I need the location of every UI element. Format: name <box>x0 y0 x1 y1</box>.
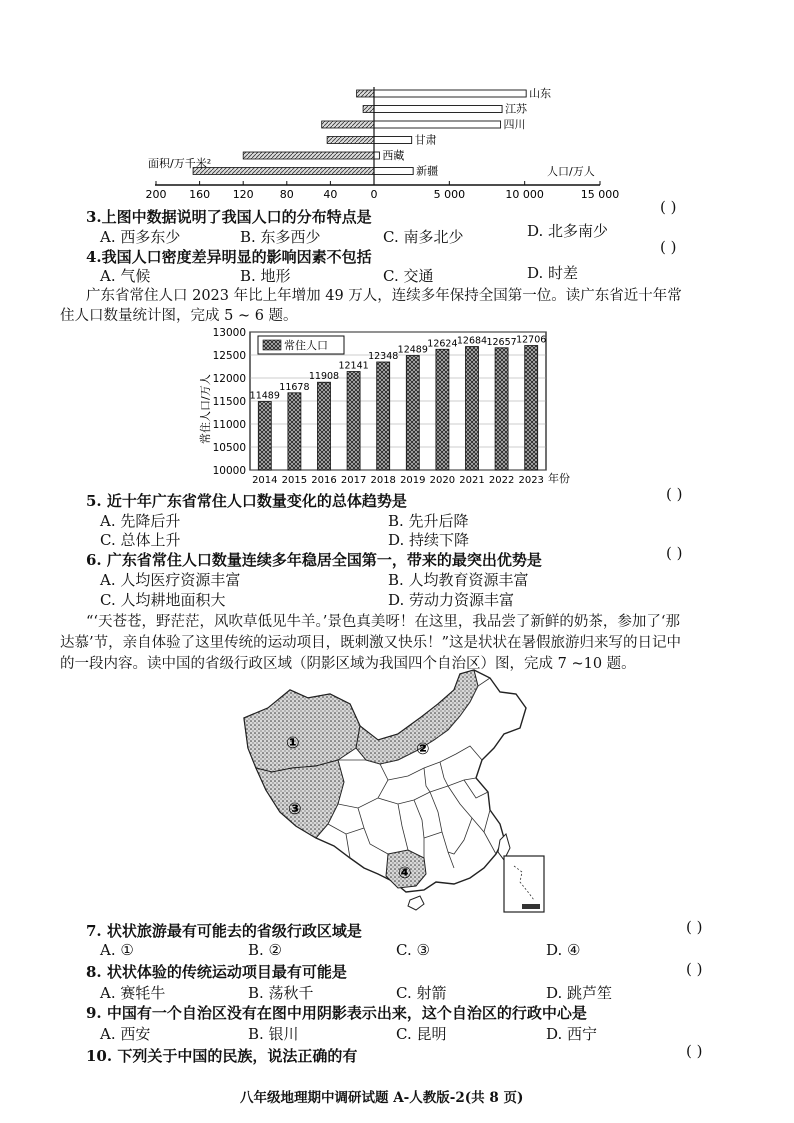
chart1-category-label: 新疆 <box>416 164 439 178</box>
chart2-value-label: 12348 <box>368 350 399 362</box>
chart1-population-bar <box>374 137 412 144</box>
q9-option-a[interactable]: A. 西安 <box>100 1025 151 1043</box>
chart1-area-bar <box>193 168 374 175</box>
chart2-bar <box>347 372 360 470</box>
intro-7-10-line1: “‘天苍苍，野茫茫，风吹草低见牛羊。’景色真美呀！在这里，我品尝了新鲜的奶茶，参加了‘那 <box>86 614 680 630</box>
area-population-chart <box>140 82 620 208</box>
q5-option-b[interactable]: B. 先升后降 <box>388 512 469 530</box>
q4-option-c[interactable]: C. 交通 <box>383 267 434 285</box>
chart2-y-label: 常住人口/万人 <box>199 374 212 444</box>
chart1-right-tick-label: 15 000 <box>580 188 620 201</box>
south-china-sea-inset <box>504 856 544 912</box>
chart2-value-label: 12684 <box>456 335 488 347</box>
q8-option-a[interactable]: A. 赛牦牛 <box>100 984 166 1002</box>
question-6: 6. 广东省常住人口数量连续多年稳居全国第一，带来的最突出优势是 <box>86 551 542 569</box>
q7-option-d[interactable]: D. ④ <box>546 941 581 959</box>
chart1-left-tick-label: 0 <box>370 188 378 201</box>
chart1-left-tick-label: 80 <box>279 188 294 201</box>
answer-paren-5[interactable]: ( ) <box>666 485 683 503</box>
chart2-x-tick-label: 2023 <box>518 475 544 486</box>
map-label-4: ④ <box>398 863 412 882</box>
chart2-x-tick-label: 2021 <box>459 475 485 486</box>
chart2-x-tick-label: 2019 <box>400 475 426 486</box>
chart1-category-label: 四川 <box>503 118 526 131</box>
chart2-y-tick-label: 11500 <box>212 396 246 408</box>
chart2-value-label: 11678 <box>279 381 310 393</box>
q4-option-a[interactable]: A. 气候 <box>100 267 151 285</box>
q5-option-c[interactable]: C. 总体上升 <box>100 531 181 549</box>
q8-option-b[interactable]: B. 荡秋千 <box>248 984 314 1002</box>
chart2-x-tick-label: 2022 <box>488 475 515 486</box>
chart2-bar <box>525 346 538 470</box>
q6-option-b[interactable]: B. 人均教育资源丰富 <box>388 571 529 589</box>
intro-5-6-line1: 广东省常住人口 2023 年比上年增加 49 万人，连续多年保持全国第一位。读广东省近十年常 <box>86 288 682 304</box>
chart1-category-label: 西藏 <box>382 149 405 162</box>
chart1-left-axis-label: 面积/万千米² <box>148 157 212 170</box>
chart2-bar <box>288 393 301 470</box>
chart2-y-tick-label: 12500 <box>212 350 246 362</box>
answer-paren-6[interactable]: ( ) <box>666 544 683 562</box>
chart2-value-label: 11908 <box>308 371 340 383</box>
chart1-right-tick-label: 5 000 <box>433 188 466 201</box>
chart2-value-label: 12489 <box>397 344 428 356</box>
chart2-bar <box>258 402 271 470</box>
chart2-bar <box>318 382 331 470</box>
chart2-x-tick-label: 2014 <box>252 475 278 486</box>
china-province-map <box>238 668 548 918</box>
q3-option-c[interactable]: C. 南多北少 <box>383 228 464 246</box>
chart2-y-tick-label: 10000 <box>212 465 246 477</box>
chart2-bar <box>377 362 390 470</box>
chart1-left-tick-label: 160 <box>189 188 211 201</box>
chart1-population-bar <box>374 90 526 97</box>
chart1-left-tick-label: 40 <box>323 188 338 201</box>
q5-option-d[interactable]: D. 持续下降 <box>388 531 470 549</box>
chart2-x-tick-label: 2018 <box>370 475 396 486</box>
chart1-area-bar <box>322 121 374 128</box>
map-label-2: ② <box>416 739 430 758</box>
question-4: 4.我国人口密度差异明显的影响因素不包括 <box>86 248 372 266</box>
chart1-population-bar <box>374 152 379 159</box>
intro-5-6-line2: 住人口数量统计图，完成 5 ~ 6 题。 <box>60 308 298 324</box>
chart2-y-tick-label: 11000 <box>212 419 246 431</box>
chart2-legend-label: 常住人口 <box>284 339 328 352</box>
answer-paren-4[interactable]: ( ) <box>660 238 677 256</box>
chart1-right-axis-label: 人口/万人 <box>547 165 595 178</box>
map-label-3: ③ <box>288 799 302 818</box>
q5-option-a[interactable]: A. 先降后升 <box>100 512 181 530</box>
answer-paren-8[interactable]: ( ) <box>686 960 703 978</box>
answer-paren-3[interactable]: ( ) <box>660 198 677 216</box>
guangdong-population-chart <box>196 322 586 487</box>
q8-option-c[interactable]: C. 射箭 <box>396 984 447 1002</box>
intro-7-10-line3: 的一段内容。读中国的省级行政区域（阴影区域为我国四个自治区）图，完成 7 ~10 题。 <box>60 656 636 672</box>
q8-option-d[interactable]: D. 跳芦笙 <box>546 984 613 1002</box>
chart1-population-bar <box>374 121 501 128</box>
chart2-x-label: 年份 <box>548 472 570 485</box>
chart2-value-label: 12706 <box>516 334 547 346</box>
q3-option-a[interactable]: A. 西多东少 <box>100 228 181 246</box>
chart1-category-label: 甘肃 <box>414 133 437 147</box>
q9-option-b[interactable]: B. 银川 <box>248 1025 299 1043</box>
map-label-1: ① <box>286 733 300 752</box>
q4-option-d[interactable]: D. 时差 <box>527 264 579 282</box>
hainan-island <box>408 896 424 910</box>
chart2-legend-swatch <box>263 340 281 350</box>
q3-option-d[interactable]: D. 北多南少 <box>527 222 609 240</box>
chart2-bar <box>406 356 419 470</box>
q6-option-a[interactable]: A. 人均医疗资源丰富 <box>100 571 241 589</box>
question-5: 5. 近十年广东省常住人口数量变化的总体趋势是 <box>86 492 407 510</box>
chart1-left-tick-label: 200 <box>145 188 167 201</box>
intro-7-10-line2: 达慕’节，亲自体验了这里传统的运动项目，既刺激又快乐！”这是状状在暑假旅游归来写的日记中 <box>60 635 682 651</box>
q7-option-b[interactable]: B. ② <box>248 941 283 959</box>
chart2-bar <box>436 349 449 470</box>
question-9: 9. 中国有一个自治区没有在图中用阴影表示出来，这个自治区的行政中心是 <box>86 1004 587 1022</box>
q6-option-d[interactable]: D. 劳动力资源丰富 <box>388 591 515 609</box>
chart2-y-tick-label: 10500 <box>212 442 246 454</box>
chart2-x-tick-label: 2017 <box>340 475 367 486</box>
chart2-bar <box>495 348 508 470</box>
question-7: 7. 状状旅游最有可能去的省级行政区域是 <box>86 922 362 940</box>
chart2-x-tick-label: 2015 <box>281 475 308 486</box>
chart1-population-bar <box>374 168 413 175</box>
q4-option-b[interactable]: B. 地形 <box>240 267 291 285</box>
page-footer: 八年级地理期中调研试题 A-人教版-2(共 8 页) <box>240 1090 524 1106</box>
q9-option-c[interactable]: C. 昆明 <box>396 1025 447 1043</box>
chart1-right-tick-label: 10 000 <box>505 188 544 201</box>
chart2-x-tick-label: 2016 <box>311 475 337 486</box>
chart1-population-bar <box>374 106 502 113</box>
question-3: 3.上图中数据说明了我国人口的分布特点是 <box>86 208 372 226</box>
answer-paren-7[interactable]: ( ) <box>686 918 703 936</box>
q3-option-b[interactable]: B. 东多西少 <box>240 228 321 246</box>
q9-option-d[interactable]: D. 西宁 <box>546 1025 598 1043</box>
question-10: 10. 下列关于中国的民族，说法正确的有 <box>86 1047 358 1065</box>
q7-option-c[interactable]: C. ③ <box>396 941 430 959</box>
question-8: 8. 状状体验的传统运动项目最有可能是 <box>86 963 347 981</box>
chart2-value-label: 12657 <box>486 336 517 348</box>
chart1-category-label: 江苏 <box>505 102 528 116</box>
answer-paren-10[interactable]: ( ) <box>686 1042 703 1060</box>
chart2-value-label: 12141 <box>338 360 369 372</box>
chart2-bar <box>466 347 479 470</box>
chart2-y-tick-label: 12000 <box>212 373 246 385</box>
chart1-category-label: 山东 <box>529 87 552 100</box>
chart2-value-label: 12624 <box>427 338 458 350</box>
chart1-area-bar <box>363 106 374 113</box>
chart1-left-tick-label: 120 <box>232 188 254 201</box>
chart2-value-label: 11489 <box>249 390 280 402</box>
chart2-y-tick-label: 13000 <box>212 327 246 339</box>
q7-option-a[interactable]: A. ① <box>100 941 134 959</box>
q6-option-c[interactable]: C. 人均耕地面积大 <box>100 591 226 609</box>
chart1-area-bar <box>327 137 374 144</box>
chart1-area-bar <box>357 90 374 97</box>
chart2-x-tick-label: 2020 <box>429 475 456 486</box>
chart1-area-bar <box>243 152 374 159</box>
